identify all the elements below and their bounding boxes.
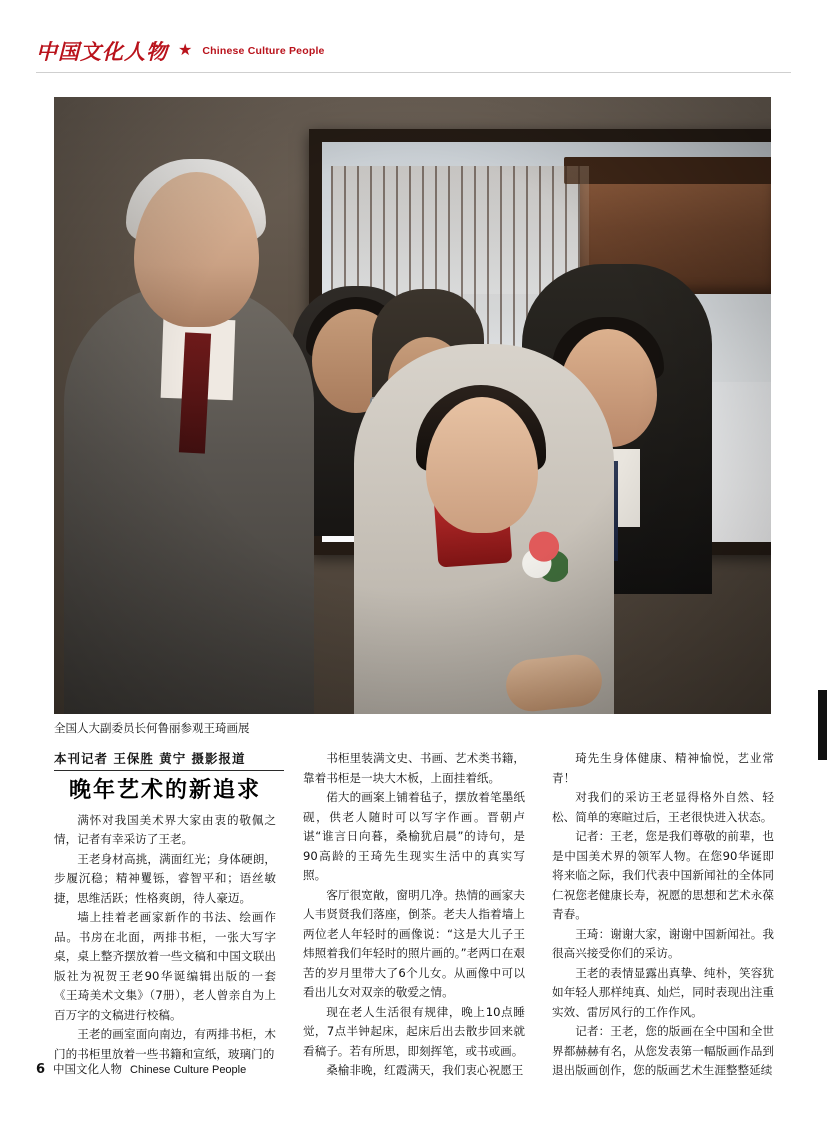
article-column-3 bbox=[552, 749, 774, 1081]
paragraph: 记者：王老，您是我们尊敬的前辈，也是中国美术界的领军人物。在您90华诞即将来临之际，我们代表中国新闻社的全体同仁祝您老健康长寿，祝愿的思想和艺术永葆青春。 bbox=[552, 829, 774, 921]
paragraph: 桑榆非晚，红霞满天，我们衷心祝愿王 bbox=[326, 1063, 524, 1077]
paragraph: 琦先生身体健康、精神愉悦，艺业常青！ bbox=[552, 751, 774, 785]
article-column-1 bbox=[54, 777, 276, 1064]
masthead bbox=[36, 36, 325, 66]
paragraph: 偌大的画案上铺着毡子，摆放着笔墨纸砚，供老人随时可以写字作画。晋朝卢谌“谁言日向暮，桑榆犹启晨”的诗句，是90高龄的王琦先生现实生活中的真实写照。 bbox=[303, 790, 525, 882]
paragraph: 满怀对我国美术界大家由衷的敬佩之情，记者有幸采访了王老。 bbox=[54, 812, 276, 846]
page-edge-marker bbox=[818, 690, 827, 760]
star-icon: ★ bbox=[178, 42, 193, 59]
byline-divider bbox=[54, 770, 284, 771]
footer-title-en: Chinese Culture People bbox=[130, 1064, 247, 1076]
page-footer bbox=[36, 1061, 246, 1077]
page-title: 晚年艺术的新追求 bbox=[68, 777, 261, 803]
paragraph: 墙上挂着老画家新作的书法、绘画作品。书房在北面，两排书柜，一张大写字桌，桌上整齐摆放着一些文稿和中国文联出版社为祝贺王老90华诞编辑出版的一套《王琦美术文集》（7册），老人曾亲自为上百万字的文稿进行校稿。 bbox=[54, 910, 276, 1022]
article-column-2 bbox=[303, 749, 525, 1081]
masthead-title-en: Chinese Culture People bbox=[202, 45, 325, 57]
corsage-icon bbox=[520, 527, 568, 583]
footer-title-cn: 中国文化人物 bbox=[53, 1062, 123, 1076]
paragraph: 王老身材高挑，满面红光；身体硬朗，步履沉稳；精神矍铄，睿智平和；语丝敏捷，思维活跃；性格爽朗，待人豪迈。 bbox=[54, 851, 276, 905]
page-number: 6 bbox=[36, 1062, 46, 1077]
paragraph: 王老的画室面向南边，有两排书柜，木门的书柜里放着一些书籍和宣纸，玻璃门的 bbox=[54, 1027, 276, 1061]
byline: 本刊记者 王保胜 黄宁 摄影报道 bbox=[54, 751, 246, 766]
masthead-divider bbox=[36, 72, 791, 73]
paragraph: 记者：王老，您的版画在全中国和全世界都赫赫有名，从您发表第一幅版画作品到退出版画创作，您的版画艺术生涯整整延续 bbox=[552, 1024, 774, 1077]
photo-caption: 全国人大副委员长何鲁丽参观王琦画展 bbox=[54, 721, 250, 735]
paragraph: 客厅很宽敞，窗明几净。热情的画家夫人韦贤贤我们落座，倒茶。老夫人指着墙上两位老人年轻时的画像说：“这是大儿子王炜照着我们年轻时的照片画的。”老两口在艰苦的岁月里带大了6个儿女。从画像中可以看出儿女对双亲的敬爱之情。 bbox=[303, 887, 525, 999]
masthead-title-cn: 中国文化人物 bbox=[36, 39, 168, 64]
paragraph: 书柜里装满文史、书画、艺术类书籍，靠着书柜是一块大木板，上面挂着纸。 bbox=[303, 751, 525, 785]
paragraph: 王琦：谢谢大家，谢谢中国新闻社。我很高兴接受你们的采访。 bbox=[552, 926, 774, 960]
photo-scene bbox=[54, 97, 771, 714]
gallery-visit-photo bbox=[54, 97, 771, 714]
paragraph: 对我们的采访王老显得格外自然、轻松、简单的寒暄过后，王老很快进入状态。 bbox=[552, 790, 774, 824]
paragraph: 现在老人生活很有规律，晚上10点睡觉，7点半钟起床，起床后出去散步回来就看稿子。若有所思，即刻挥笔，或书或画。 bbox=[303, 1004, 525, 1058]
paragraph: 王老的表情显露出真挚、纯朴，笑容犹如年轻人那样纯真、灿烂，同时表现出注重实效、雷厉风行的工作作风。 bbox=[552, 965, 774, 1019]
